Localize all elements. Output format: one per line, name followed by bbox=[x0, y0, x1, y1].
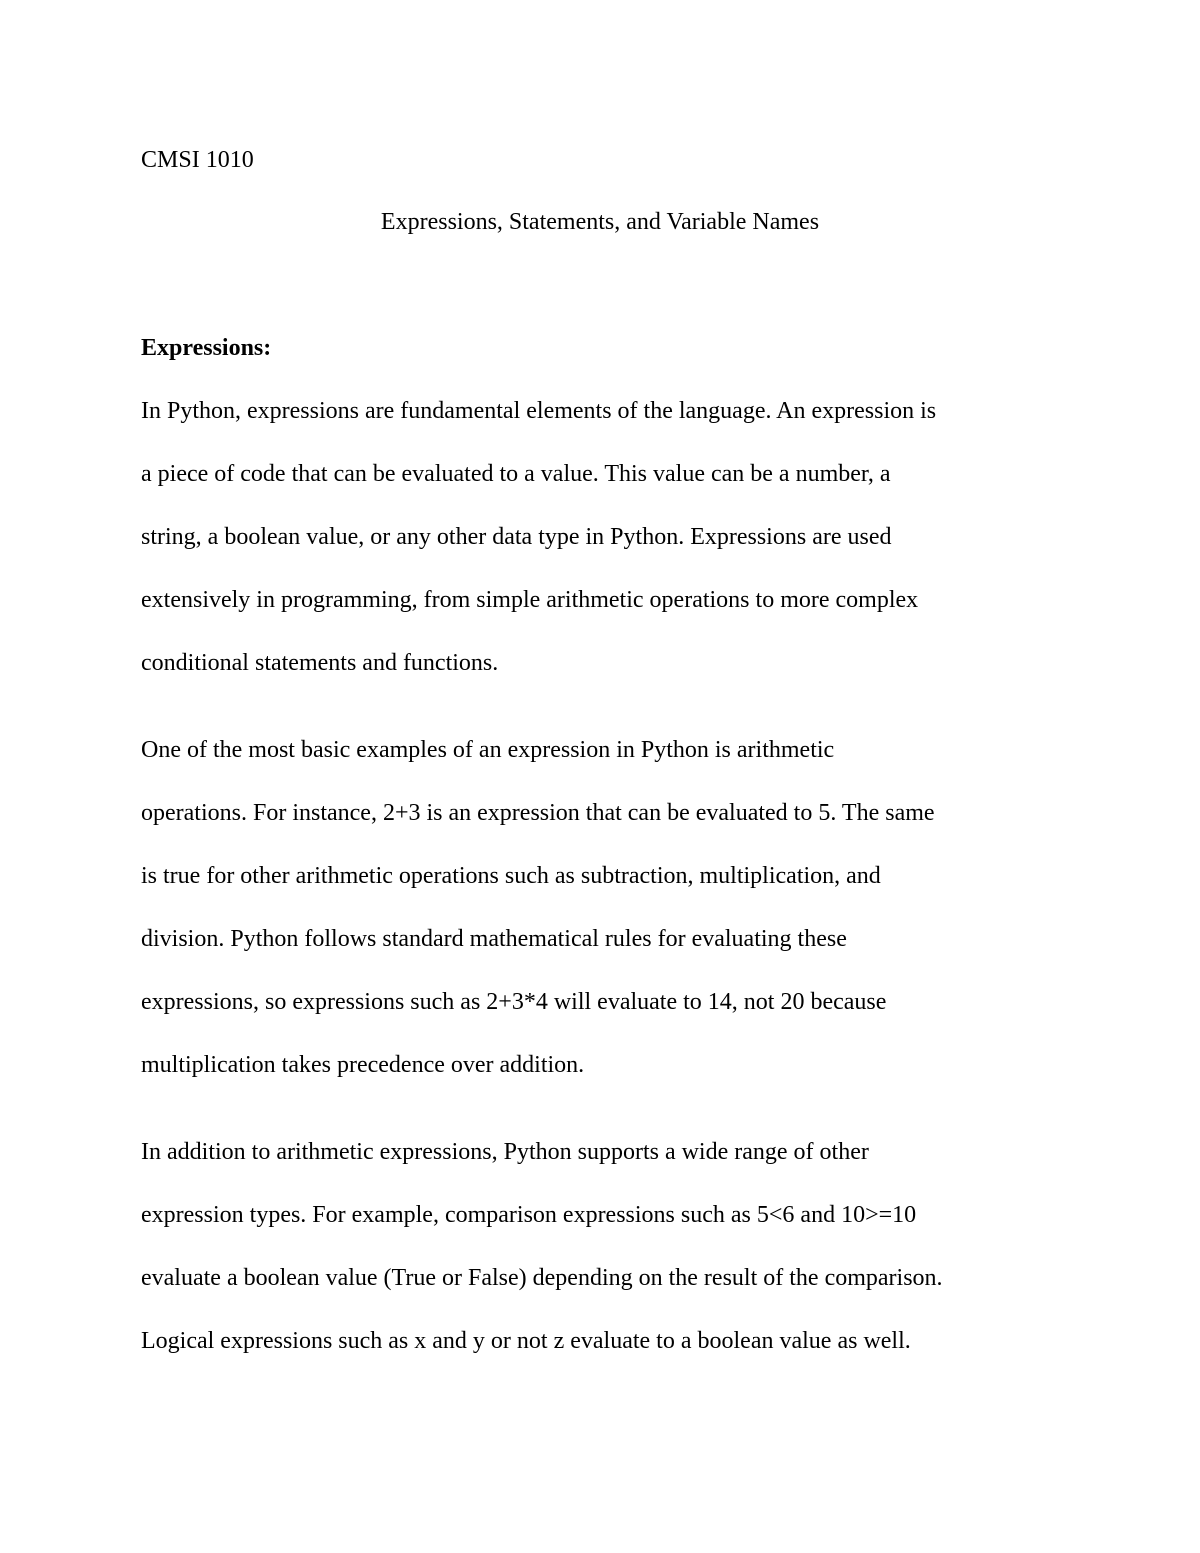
paragraph-line: One of the most basic examples of an expression in Python is arithmetic bbox=[141, 737, 835, 763]
document-title: Expressions, Statements, and Variable Names bbox=[380, 209, 820, 235]
paragraph-line: In addition to arithmetic expressions, Python supports a wide range of other bbox=[141, 1139, 869, 1165]
paragraph-line: string, a boolean value, or any other data type in Python. Expressions are used bbox=[141, 524, 892, 550]
paragraph-line: is true for other arithmetic operations such as subtraction, multiplication, and bbox=[141, 863, 881, 889]
paragraph-line: division. Python follows standard mathematical rules for evaluating these bbox=[141, 926, 847, 952]
paragraph-line: multiplication takes precedence over addition. bbox=[141, 1052, 585, 1078]
paragraph-line: Logical expressions such as x and y or not z evaluate to a boolean value as well. bbox=[141, 1328, 911, 1354]
section-heading: Expressions: bbox=[141, 335, 272, 361]
course-code: CMSI 1010 bbox=[141, 147, 254, 173]
paragraph-line: extensively in programming, from simple arithmetic operations to more complex bbox=[141, 587, 919, 613]
paragraph-line: a piece of code that can be evaluated to a value. This value can be a number, a bbox=[141, 461, 891, 487]
paragraph-line: evaluate a boolean value (True or False) depending on the result of the comparison. bbox=[141, 1265, 943, 1291]
paragraph-line: In Python, expressions are fundamental elements of the language. An expression is bbox=[141, 398, 937, 424]
paragraph-line: expression types. For example, comparison expressions such as 5<6 and 10>=10 bbox=[141, 1202, 917, 1228]
paragraph-line: expressions, so expressions such as 2+3*4 will evaluate to 14, not 20 because bbox=[141, 989, 887, 1015]
paragraph-line: operations. For instance, 2+3 is an expression that can be evaluated to 5. The same bbox=[141, 800, 935, 826]
paragraph-line: conditional statements and functions. bbox=[141, 650, 499, 676]
